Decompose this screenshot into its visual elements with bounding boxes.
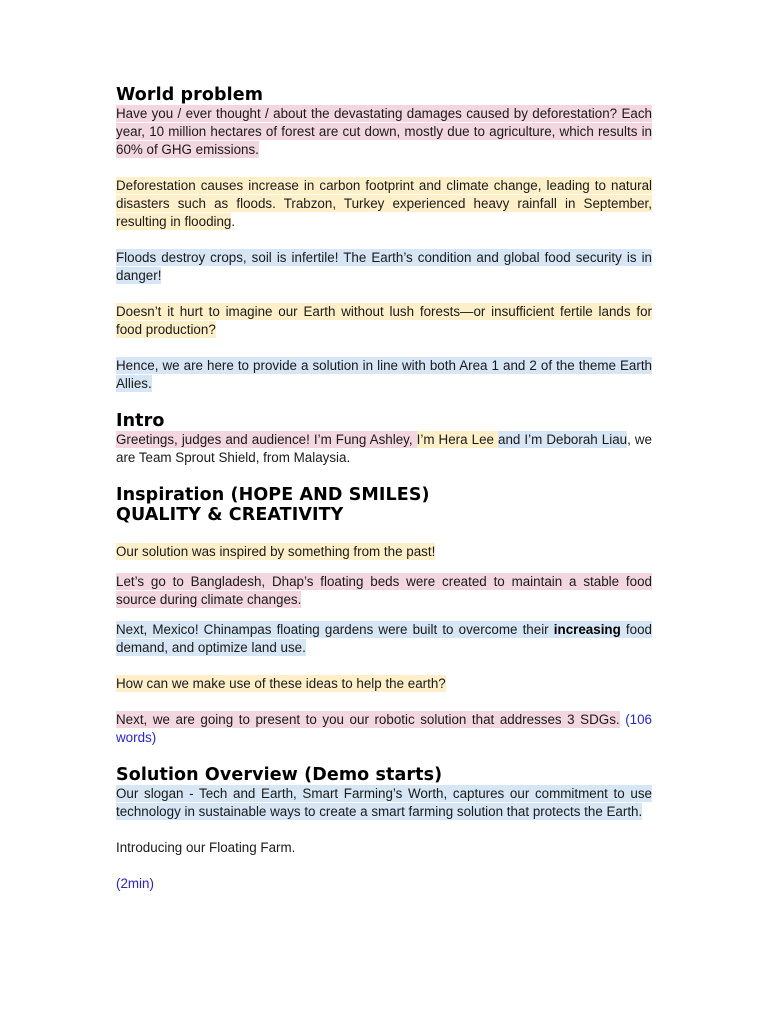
highlight-yellow: How can we make use of these ideas to help the earth? <box>116 676 446 691</box>
highlight-blue <box>116 621 652 656</box>
paragraph-tail: . <box>231 214 236 229</box>
paragraph-robotic-solution <box>116 711 652 747</box>
highlight-blue: Our slogan - Tech and Earth, Smart Farming’s Worth, captures our commitment to use technology in sustainable ways to create a smart farming solution that protects the Earth. <box>116 786 652 819</box>
paragraph-make-use <box>116 675 652 693</box>
paragraph-mexico <box>116 621 652 657</box>
highlight-blue: and I’m Deborah Liau <box>498 432 628 447</box>
paragraph-inspired-past <box>116 543 652 561</box>
highlight-pink: Let’s go to Bangladesh, Dhap’s floating beds were created to maintain a stable food source during climate changes. <box>116 574 652 607</box>
heading-quality-creativity: QUALITY & CREATIVITY <box>116 505 344 525</box>
highlight-pink: Have you / ever thought / about the devastating damages caused by deforestation? Each year, 10 million hectares of forest are cut down, mostly due to agriculture, which results in 60% of GHG emissions. <box>116 106 652 157</box>
highlight-blue: Floods destroy crops, soil is infertile! The Earth’s condition and global food security is in danger! <box>116 250 652 283</box>
highlight-yellow: Our solution was inspired by something from the past! <box>116 544 436 559</box>
paragraph-greetings <box>116 431 652 467</box>
paragraph-solution-theme <box>116 357 652 393</box>
highlight-pink: Greetings, judges and audience! I’m Fung Ashley, <box>116 432 417 447</box>
paragraph-imagine-earth <box>116 303 652 339</box>
heading-world-problem: World problem <box>116 85 264 105</box>
paragraph-slogan <box>116 785 652 821</box>
text-run: Next, Mexico! Chinampas floating gardens were built to overcome their <box>116 622 554 637</box>
heading-intro: Intro <box>116 411 165 431</box>
word-count-note: (106 words) <box>116 712 652 745</box>
paragraph-climate-change <box>116 177 652 231</box>
paragraph-floods <box>116 249 652 285</box>
highlight-blue: Hence, we are here to provide a solution in line with both Area 1 and 2 of the theme Earth Allies. <box>116 358 652 391</box>
highlight-pink: Next, we are going to present to you our robotic solution that addresses 3 SDGs. <box>116 712 620 727</box>
heading-inspiration: Inspiration (HOPE AND SMILES) <box>116 485 430 505</box>
highlight-yellow: I’m Hera Lee <box>416 432 499 447</box>
heading-solution-overview: Solution Overview (Demo starts) <box>116 765 443 785</box>
text-run: food demand, and optimize land use. <box>116 622 652 655</box>
bold-word: increasing <box>553 622 621 637</box>
time-note: (2min) <box>116 876 154 891</box>
paragraph-bangladesh <box>116 573 652 609</box>
highlight-yellow: Deforestation causes increase in carbon footprint and climate change, leading to natural disasters such as floods. Trabzon, Turkey experienced heavy rainfall in September, resulting in flooding <box>116 178 652 229</box>
highlight-yellow: Doesn’t it hurt to imagine our Earth without lush forests—or insufficient fertile lands for food production? <box>116 304 652 337</box>
paragraph-floating-farm: Introducing our Floating Farm. <box>116 840 296 855</box>
paragraph-tail: , we are Team Sprout Shield, from Malaysia. <box>116 432 652 465</box>
paragraph-deforestation-question <box>116 105 652 159</box>
